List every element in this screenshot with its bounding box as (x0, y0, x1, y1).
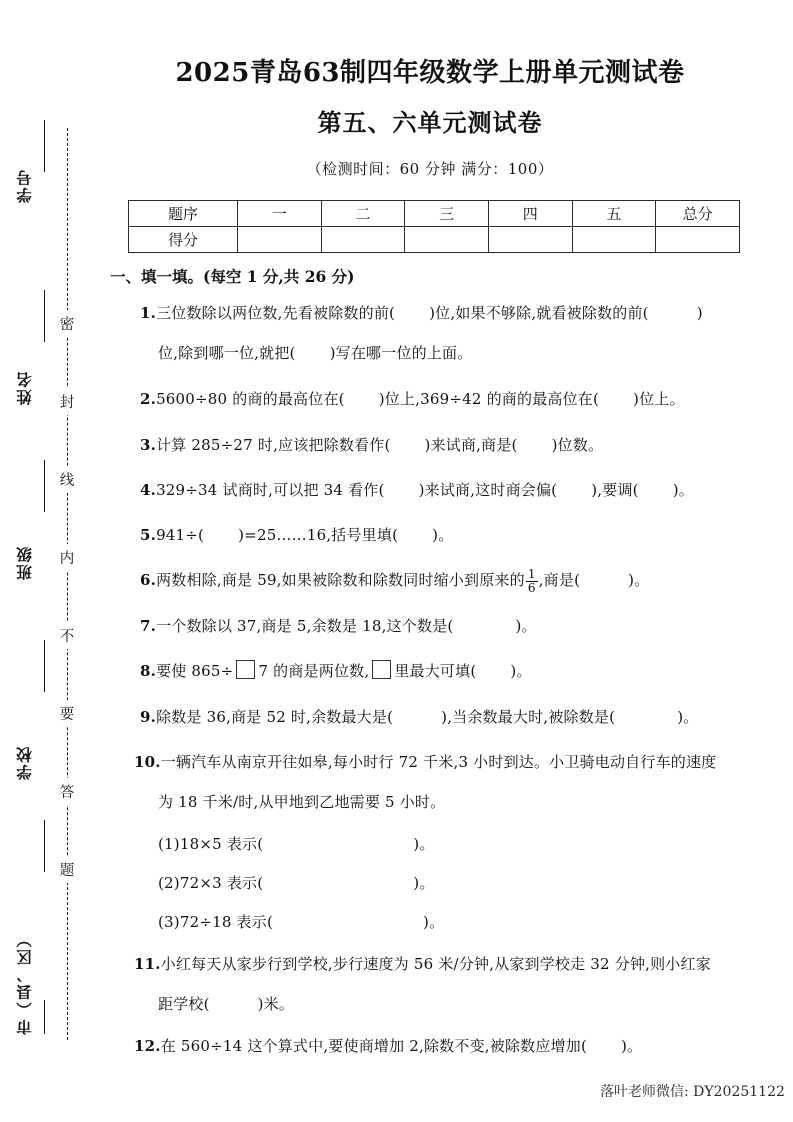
question-10-text-line-2: 为 18 千米/时,从甲地到乙地需要 5 小时。 (158, 793, 446, 811)
score-cell-total[interactable] (656, 227, 740, 253)
question-1-text-a: 三位数除以两位数,先看被除数的前( (156, 304, 396, 322)
seal-word-xian: 线 (56, 466, 78, 493)
question-7 (140, 610, 537, 642)
question-10-line-2 (158, 786, 445, 818)
question-1-text-d: 位,除到哪一位,就把( (158, 344, 296, 362)
question-11-text-a: 距学校( (158, 995, 210, 1013)
question-9-text-a: 除数是 36,商是 52 时,余数最大是( (156, 708, 394, 726)
question-10-sub-1-text-a: (1)18×5 表示( (158, 835, 264, 853)
question-7-text-b: )。 (515, 617, 537, 635)
question-11-line-1 (134, 948, 711, 980)
question-12 (134, 1030, 642, 1062)
question-11-line-2 (158, 988, 294, 1020)
question-5-text-a: 941÷( (156, 526, 205, 544)
question-1-number: 1. (140, 304, 157, 322)
question-10-text-line-1: 一辆汽车从南京开往如皋,每小时行 72 千米,3 小时到达。小卫骑电动自行车的速度 (160, 753, 717, 771)
question-2-text-c: )位上。 (633, 390, 685, 408)
score-cell-5[interactable] (572, 227, 656, 253)
seal-divider-segment-4 (44, 640, 45, 692)
seal-field-name: 姓名 (15, 370, 34, 405)
question-6-text-b: ,商是( (538, 571, 581, 589)
question-5-number: 5. (140, 526, 157, 544)
question-6-number: 6. (140, 571, 157, 589)
question-4-text-b: )来试商,这时商会偏( (418, 481, 558, 499)
question-2-text-a: 5600÷80 的商的最高位在( (156, 390, 345, 408)
question-3 (140, 429, 603, 461)
question-10-line-1 (134, 746, 716, 778)
question-1-text-b: )位,如果不够除,就看被除数的前( (429, 304, 649, 322)
question-4-text-d: )。 (672, 481, 694, 499)
digit-box-icon-1[interactable] (236, 660, 255, 679)
question-11-text-b: )米。 (257, 995, 295, 1013)
score-table (128, 200, 740, 253)
question-11-number: 11. (134, 955, 161, 973)
seal-word-feng: 封 (56, 388, 78, 415)
question-8 (140, 655, 532, 687)
table-row-header (129, 201, 740, 227)
seal-band (0, 0, 110, 1122)
page-title: 2025青岛63制四年级数学上册单元测试卷 (175, 58, 685, 88)
question-9-number: 9. (140, 708, 157, 726)
question-3-number: 3. (140, 436, 157, 454)
question-10-sub-2 (158, 867, 435, 899)
question-11-text-line-1: 小红每天从家步行到学校,步行速度为 56 米/分钟,从家到学校走 32 分钟,则小红家 (160, 955, 711, 973)
seal-dashed-line (67, 128, 68, 1040)
question-6-text-a: 两数相除,商是 59,如果被除数和除数同时缩小到原来的 (156, 571, 525, 589)
question-1-text-c: ) (696, 304, 703, 322)
question-7-text-a: 一个数除以 37,商是 5,余数是 18,这个数是( (156, 617, 454, 635)
question-8-text-a: 要使 865÷ (156, 662, 234, 680)
question-8-number: 8. (140, 662, 157, 680)
question-12-number: 12. (134, 1037, 161, 1055)
seal-word-mi: 密 (56, 310, 78, 337)
seal-word-nei: 内 (56, 544, 78, 571)
question-1-line-1 (140, 297, 703, 329)
question-10-sub-1-text-b: )。 (413, 835, 435, 853)
question-8-text-c: 里最大可填( (394, 662, 477, 680)
fraction-numerator: 1 (527, 567, 536, 582)
question-9-text-c: )。 (677, 708, 699, 726)
footer-watermark-note: 落叶老师微信: DY20251122 (600, 1084, 785, 1100)
question-5-text-c: )。 (432, 526, 454, 544)
table-header-part-3: 三 (405, 201, 489, 227)
question-5-text-b: )=25……16,括号里填( (238, 526, 399, 544)
question-10-number: 10. (134, 753, 161, 771)
question-8-text-b: 7 的商是两位数, (258, 662, 370, 680)
question-10-sub-3-text-a: (3)72÷18 表示( (158, 913, 274, 931)
question-1-text-e: )写在哪一位的上面。 (329, 344, 473, 362)
question-2 (140, 383, 685, 415)
question-3-text-c: )位数。 (551, 436, 604, 454)
question-6-text-c: )。 (628, 571, 650, 589)
seal-word-da: 答 (56, 778, 78, 805)
question-5 (140, 519, 453, 551)
seal-field-student-id: 学号 (15, 168, 34, 203)
table-row-label: 得分 (129, 227, 238, 253)
exam-info: （检测时间：60 分钟 满分：100） (306, 160, 554, 178)
page-subtitle: 第五、六单元测试卷 (317, 108, 543, 137)
question-8-text-d: )。 (510, 662, 532, 680)
seal-word-bu: 不 (56, 622, 78, 649)
seal-divider-segment-5 (44, 820, 45, 872)
table-row-score (129, 227, 740, 253)
score-cell-3[interactable] (405, 227, 489, 253)
table-header-part-1: 一 (238, 201, 322, 227)
question-9 (140, 701, 698, 733)
question-12-text-b: )。 (621, 1037, 643, 1055)
question-10-sub-2-text-a: (2)72×3 表示( (158, 874, 264, 892)
fraction-one-sixth (526, 568, 538, 594)
table-header-label: 题序 (129, 201, 238, 227)
table-header-total: 总分 (656, 201, 740, 227)
seal-divider-segment-3 (44, 460, 45, 512)
question-1-line-2 (158, 337, 472, 369)
seal-field-school: 学校 (15, 745, 34, 780)
question-4-number: 4. (140, 481, 157, 499)
question-4-text-a: 329÷34 试商时,可以把 34 看作( (156, 481, 385, 499)
question-10-sub-2-text-b: )。 (413, 874, 435, 892)
digit-box-icon-2[interactable] (372, 660, 391, 679)
score-cell-2[interactable] (321, 227, 405, 253)
fraction-denominator: 6 (527, 581, 536, 595)
question-4 (140, 474, 694, 506)
question-10-sub-1 (158, 828, 435, 860)
question-3-text-a: 计算 285÷27 时,应该把除数看作( (156, 436, 391, 454)
score-cell-1[interactable] (238, 227, 322, 253)
table-header-part-2: 二 (321, 201, 405, 227)
question-9-text-b: ),当余数最大时,被除数是( (441, 708, 616, 726)
question-10-sub-3 (158, 906, 444, 938)
question-12-text-a: 在 560÷14 这个算式中,要使商增加 2,除数不变,被除数应增加( (160, 1037, 587, 1055)
section-heading-fill-in: 一、填一填。(每空 1 分,共 26 分) (110, 267, 355, 286)
question-4-text-c: ),要调( (591, 481, 639, 499)
question-6 (140, 564, 649, 596)
seal-divider-segment-2 (44, 290, 45, 342)
question-2-number: 2. (140, 390, 157, 408)
question-3-text-b: )来试商,商是( (424, 436, 518, 454)
seal-field-city-county: 市（县、区） (15, 930, 34, 1035)
question-10-sub-3-text-b: )。 (423, 913, 445, 931)
table-header-part-5: 五 (572, 201, 656, 227)
score-cell-4[interactable] (488, 227, 572, 253)
seal-word-yao: 要 (56, 700, 78, 727)
question-2-text-b: )位上,369÷42 的商的最高位在( (378, 390, 600, 408)
seal-divider-segment-1 (44, 120, 45, 172)
table-header-part-4: 四 (488, 201, 572, 227)
seal-field-class: 班级 (15, 545, 34, 580)
exam-sheet (110, 0, 793, 1122)
question-7-number: 7. (140, 617, 157, 635)
seal-word-ti: 题 (56, 856, 78, 883)
